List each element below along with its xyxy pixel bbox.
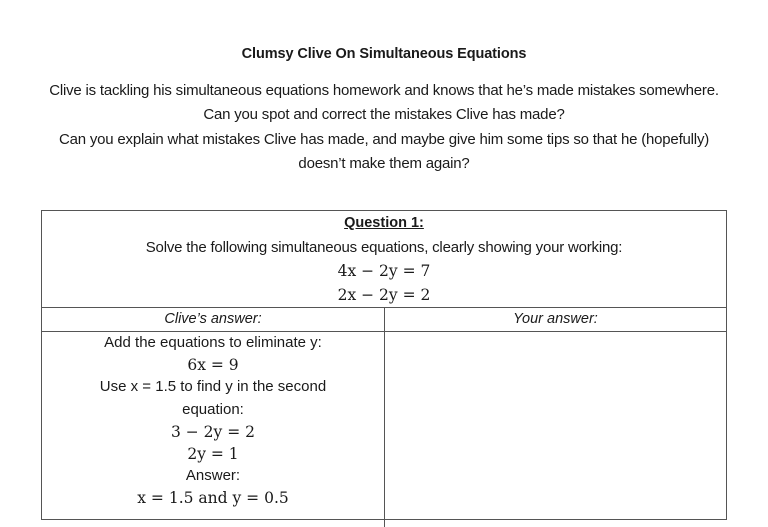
- clive-line-3: Use x = 1.5 to find y in the second: [99, 378, 327, 396]
- clive-line-8: x = 1.5 and y = 0.5: [137, 489, 289, 508]
- clive-line-4: equation:: [182, 400, 244, 418]
- worksheet-title: Clumsy Clive On Simultaneous Equations: [241, 46, 527, 62]
- clive-line-1: Add the equations to eliminate y:: [104, 334, 322, 351]
- your-answer-header: Your answer:: [513, 311, 598, 327]
- question-section: [42, 211, 726, 308]
- clive-line-6: 2y = 1: [187, 445, 239, 464]
- clive-line-2: 6x = 9: [187, 356, 239, 375]
- clive-answer-header: Clive’s answer:: [164, 311, 262, 327]
- equation-1: 4x − 2y = 7: [337, 262, 431, 280]
- your-answer-cell[interactable]: [385, 332, 726, 522]
- equation-2: 2x − 2y = 2: [337, 286, 431, 304]
- clive-line-5: 3 − 2y = 2: [170, 422, 256, 441]
- intro-line-3: Can you explain what mistakes Clive has made, and maybe give him some tips so that he (hopefully) doesn’t make them again?: [58, 130, 710, 172]
- clive-line-7: Answer:: [185, 467, 241, 485]
- question-table: [41, 210, 727, 520]
- clive-answer-cell: [42, 332, 384, 510]
- intro-text: [34, 79, 734, 176]
- intro-line-2: Can you spot and correct the mistakes Clive has made?: [203, 106, 565, 124]
- intro-line-1: Clive is tackling his simultaneous equations homework and knows that he’s made mistakes somewhere.: [49, 82, 719, 99]
- question-instruction: Solve the following simultaneous equations, clearly showing your working:: [145, 239, 623, 256]
- question-heading: Question 1:: [344, 215, 424, 231]
